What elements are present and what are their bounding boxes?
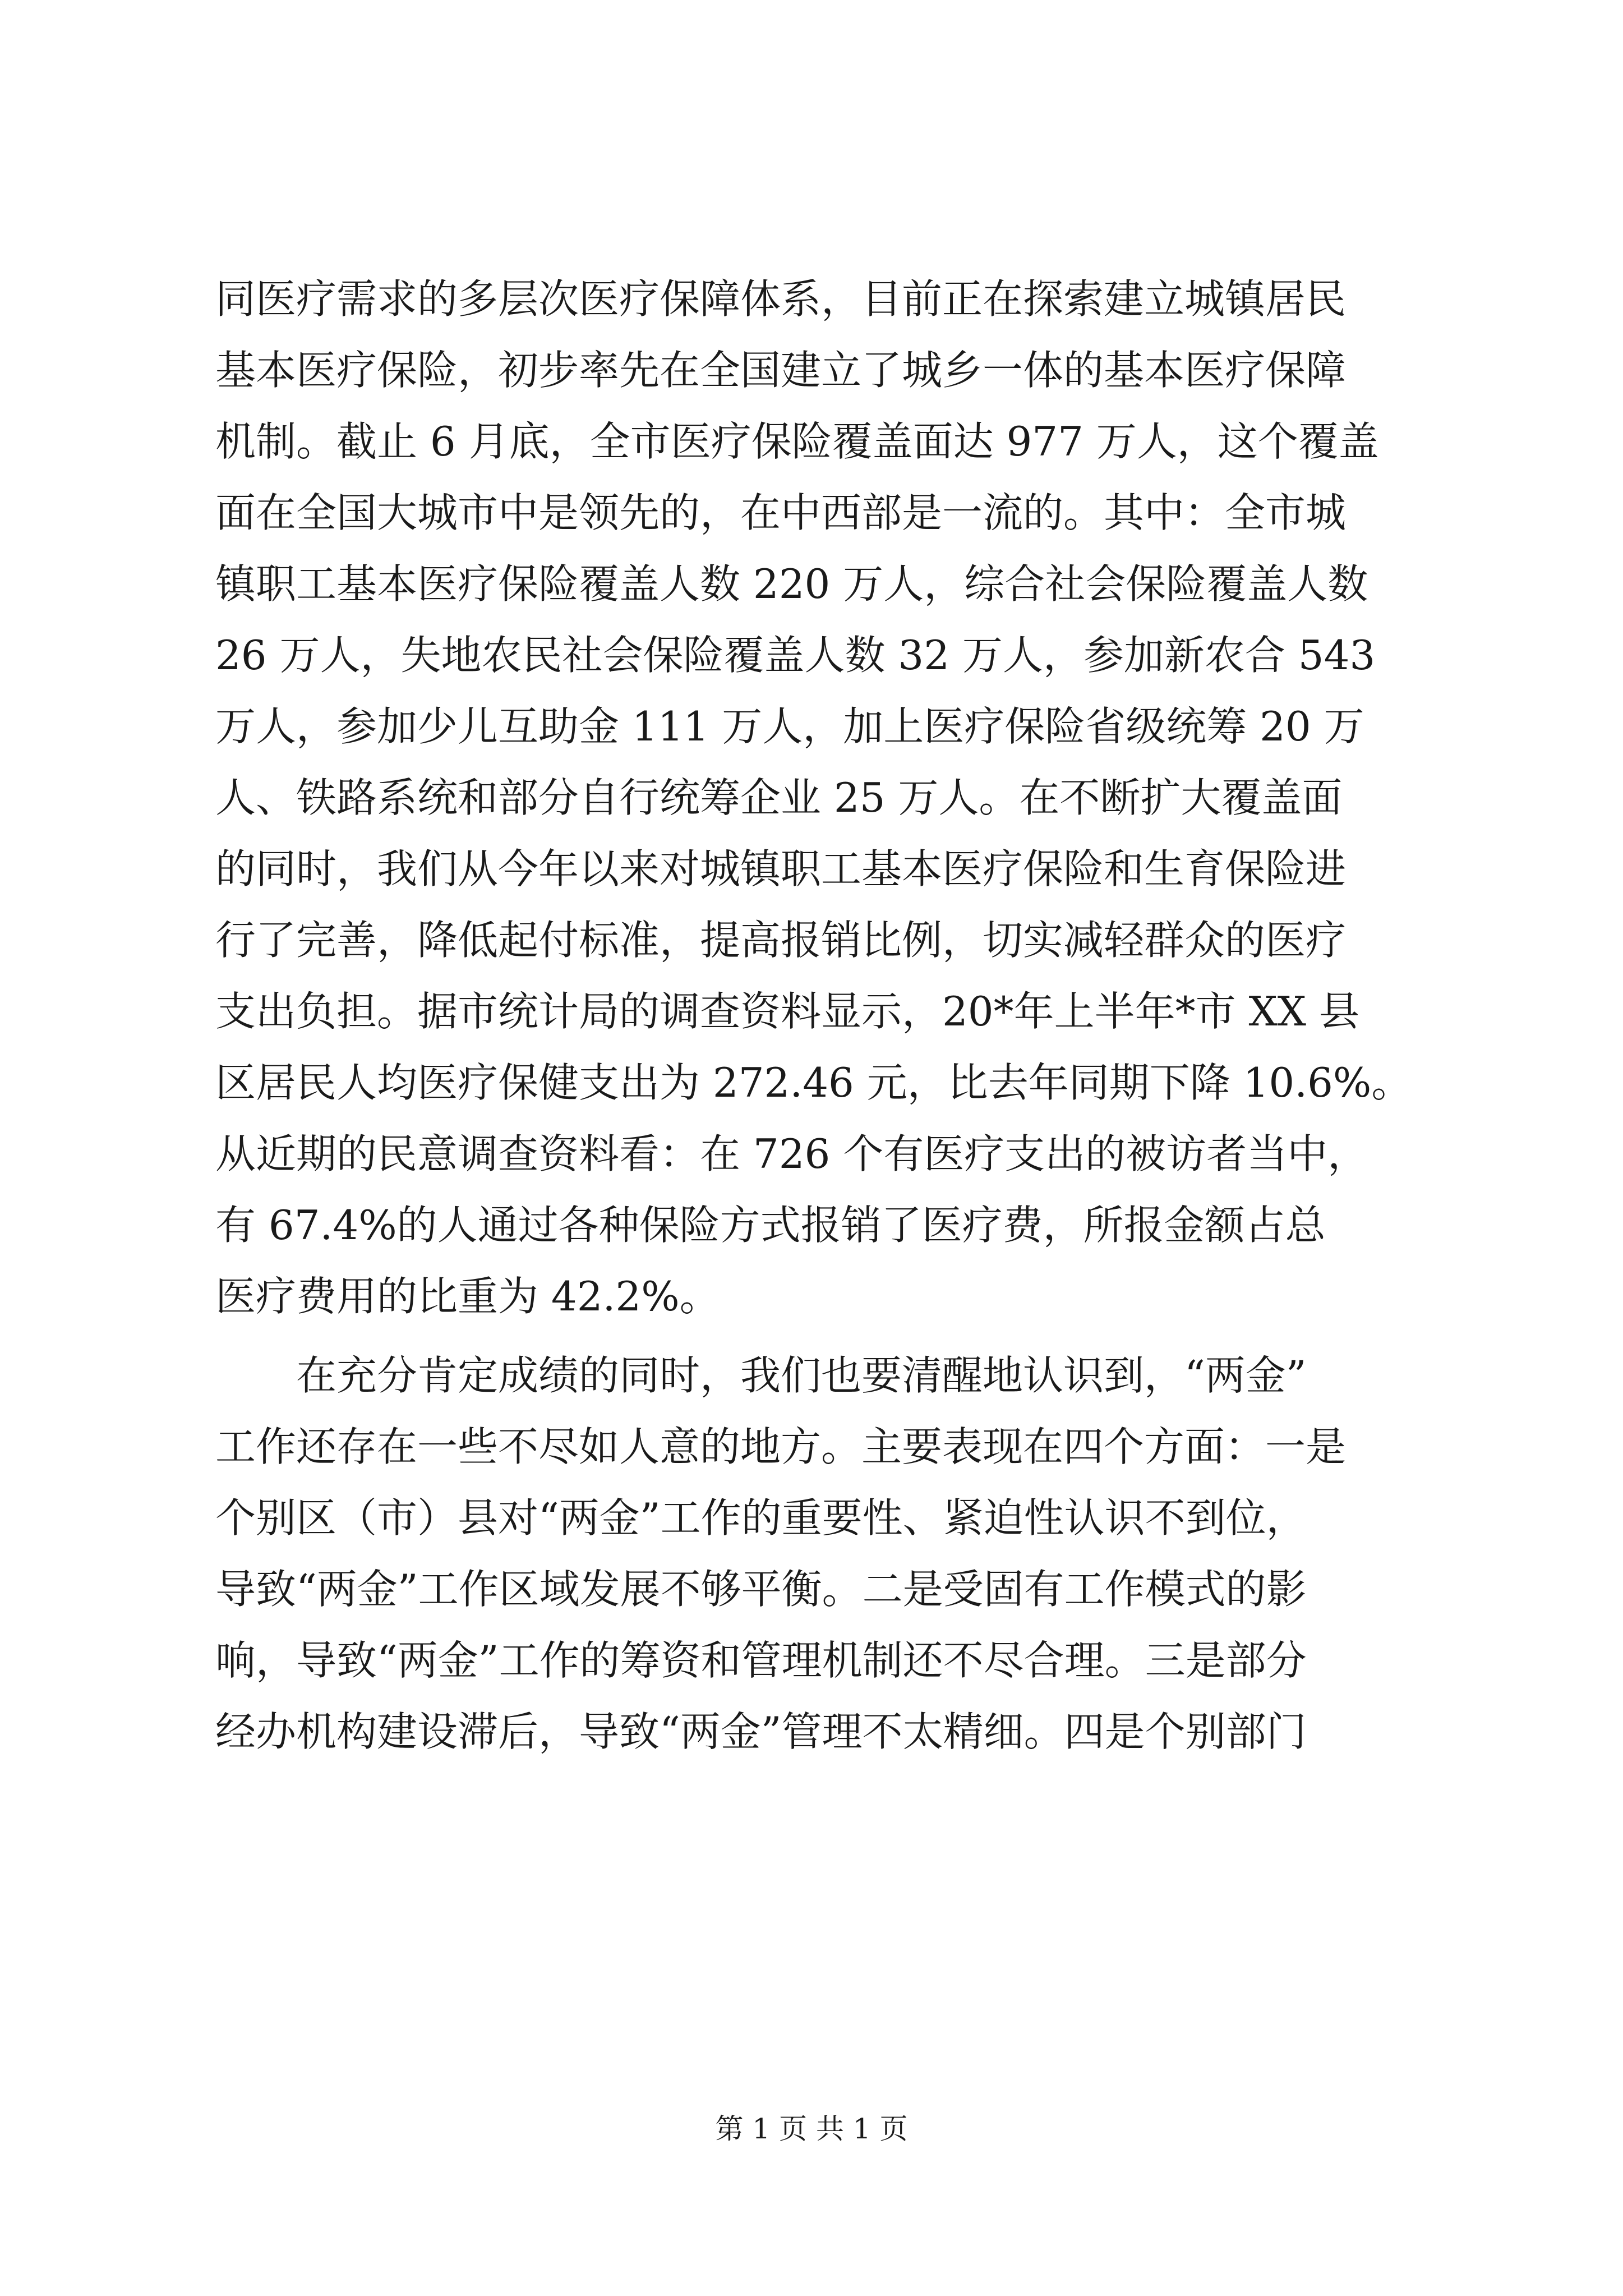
text-line: 的同时，我们从今年以来对城镇职工基本医疗保险和生育保险进 <box>215 845 1347 892</box>
text-line: 行了完善，降低起付标准，提高报销比例，切实减轻群众的医疗 <box>215 917 1347 964</box>
text-line: 个别区（市）县对“两金”工作的重要性、紧迫性认识不到位， <box>215 1494 1307 1542</box>
text-line: 导致“两金”工作区域发展不够平衡。二是受固有工作模式的影 <box>215 1566 1307 1613</box>
text-line: 支出负担。据市统计局的调查资料显示，20*年上半年*市 XX 县 <box>215 988 1359 1035</box>
text-line: 人、铁路系统和部分自行统筹企业 25 万人。在不断扩大覆盖面 <box>215 774 1343 821</box>
text-line: 有 67.4%的人通过各种保险方式报销了医疗费，所报金额占总 <box>215 1202 1326 1249</box>
document-body <box>215 264 1432 1768</box>
paragraph-1 <box>215 264 1432 1332</box>
text-line: 镇职工基本医疗保险覆盖人数 220 万人，综合社会保险覆盖人数 <box>215 560 1368 608</box>
text-line: 同医疗需求的多层次医疗保障体系，目前正在探索建立城镇居民 <box>215 275 1347 323</box>
text-line: 响，导致“两金”工作的筹资和管理机制还不尽合理。三是部分 <box>215 1637 1307 1684</box>
text-line: 26 万人，失地农民社会保险覆盖人数 32 万人，参加新农合 543 <box>215 632 1376 679</box>
text-line: 从近期的民意调查资料看：在 726 个有医疗支出的被访者当中， <box>215 1130 1368 1177</box>
text-line: 工作还存在一些不尽如人意的地方。主要表现在四个方面：一是 <box>215 1423 1347 1470</box>
text-line: 面在全国大城市中是领先的，在中西部是一流的。其中：全市城 <box>215 489 1347 536</box>
text-line: 经办机构建设滞后，导致“两金”管理不太精细。四是个别部门 <box>215 1708 1307 1755</box>
text-line: 万人，参加少儿互助金 111 万人，加上医疗保险省级统筹 20 万 <box>215 703 1364 750</box>
paragraph-2 <box>215 1340 1432 1768</box>
text-line: 医疗费用的比重为 42.2%。 <box>215 1273 720 1320</box>
text-line: 机制。截止 6 月底，全市医疗保险覆盖面达 977 万人，这个覆盖 <box>215 418 1379 465</box>
text-line: 在充分肯定成绩的同时，我们也要清醒地认识到，“两金” <box>296 1352 1307 1399</box>
text-line: 区居民人均医疗保健支出为 272.46 元，比去年同期下降 10.6%。 <box>215 1059 1412 1106</box>
page-number-footer: 第 1 页 共 1 页 <box>715 2113 908 2145</box>
text-line: 基本医疗保险，初步率先在全国建立了城乡一体的基本医疗保障 <box>215 347 1347 394</box>
